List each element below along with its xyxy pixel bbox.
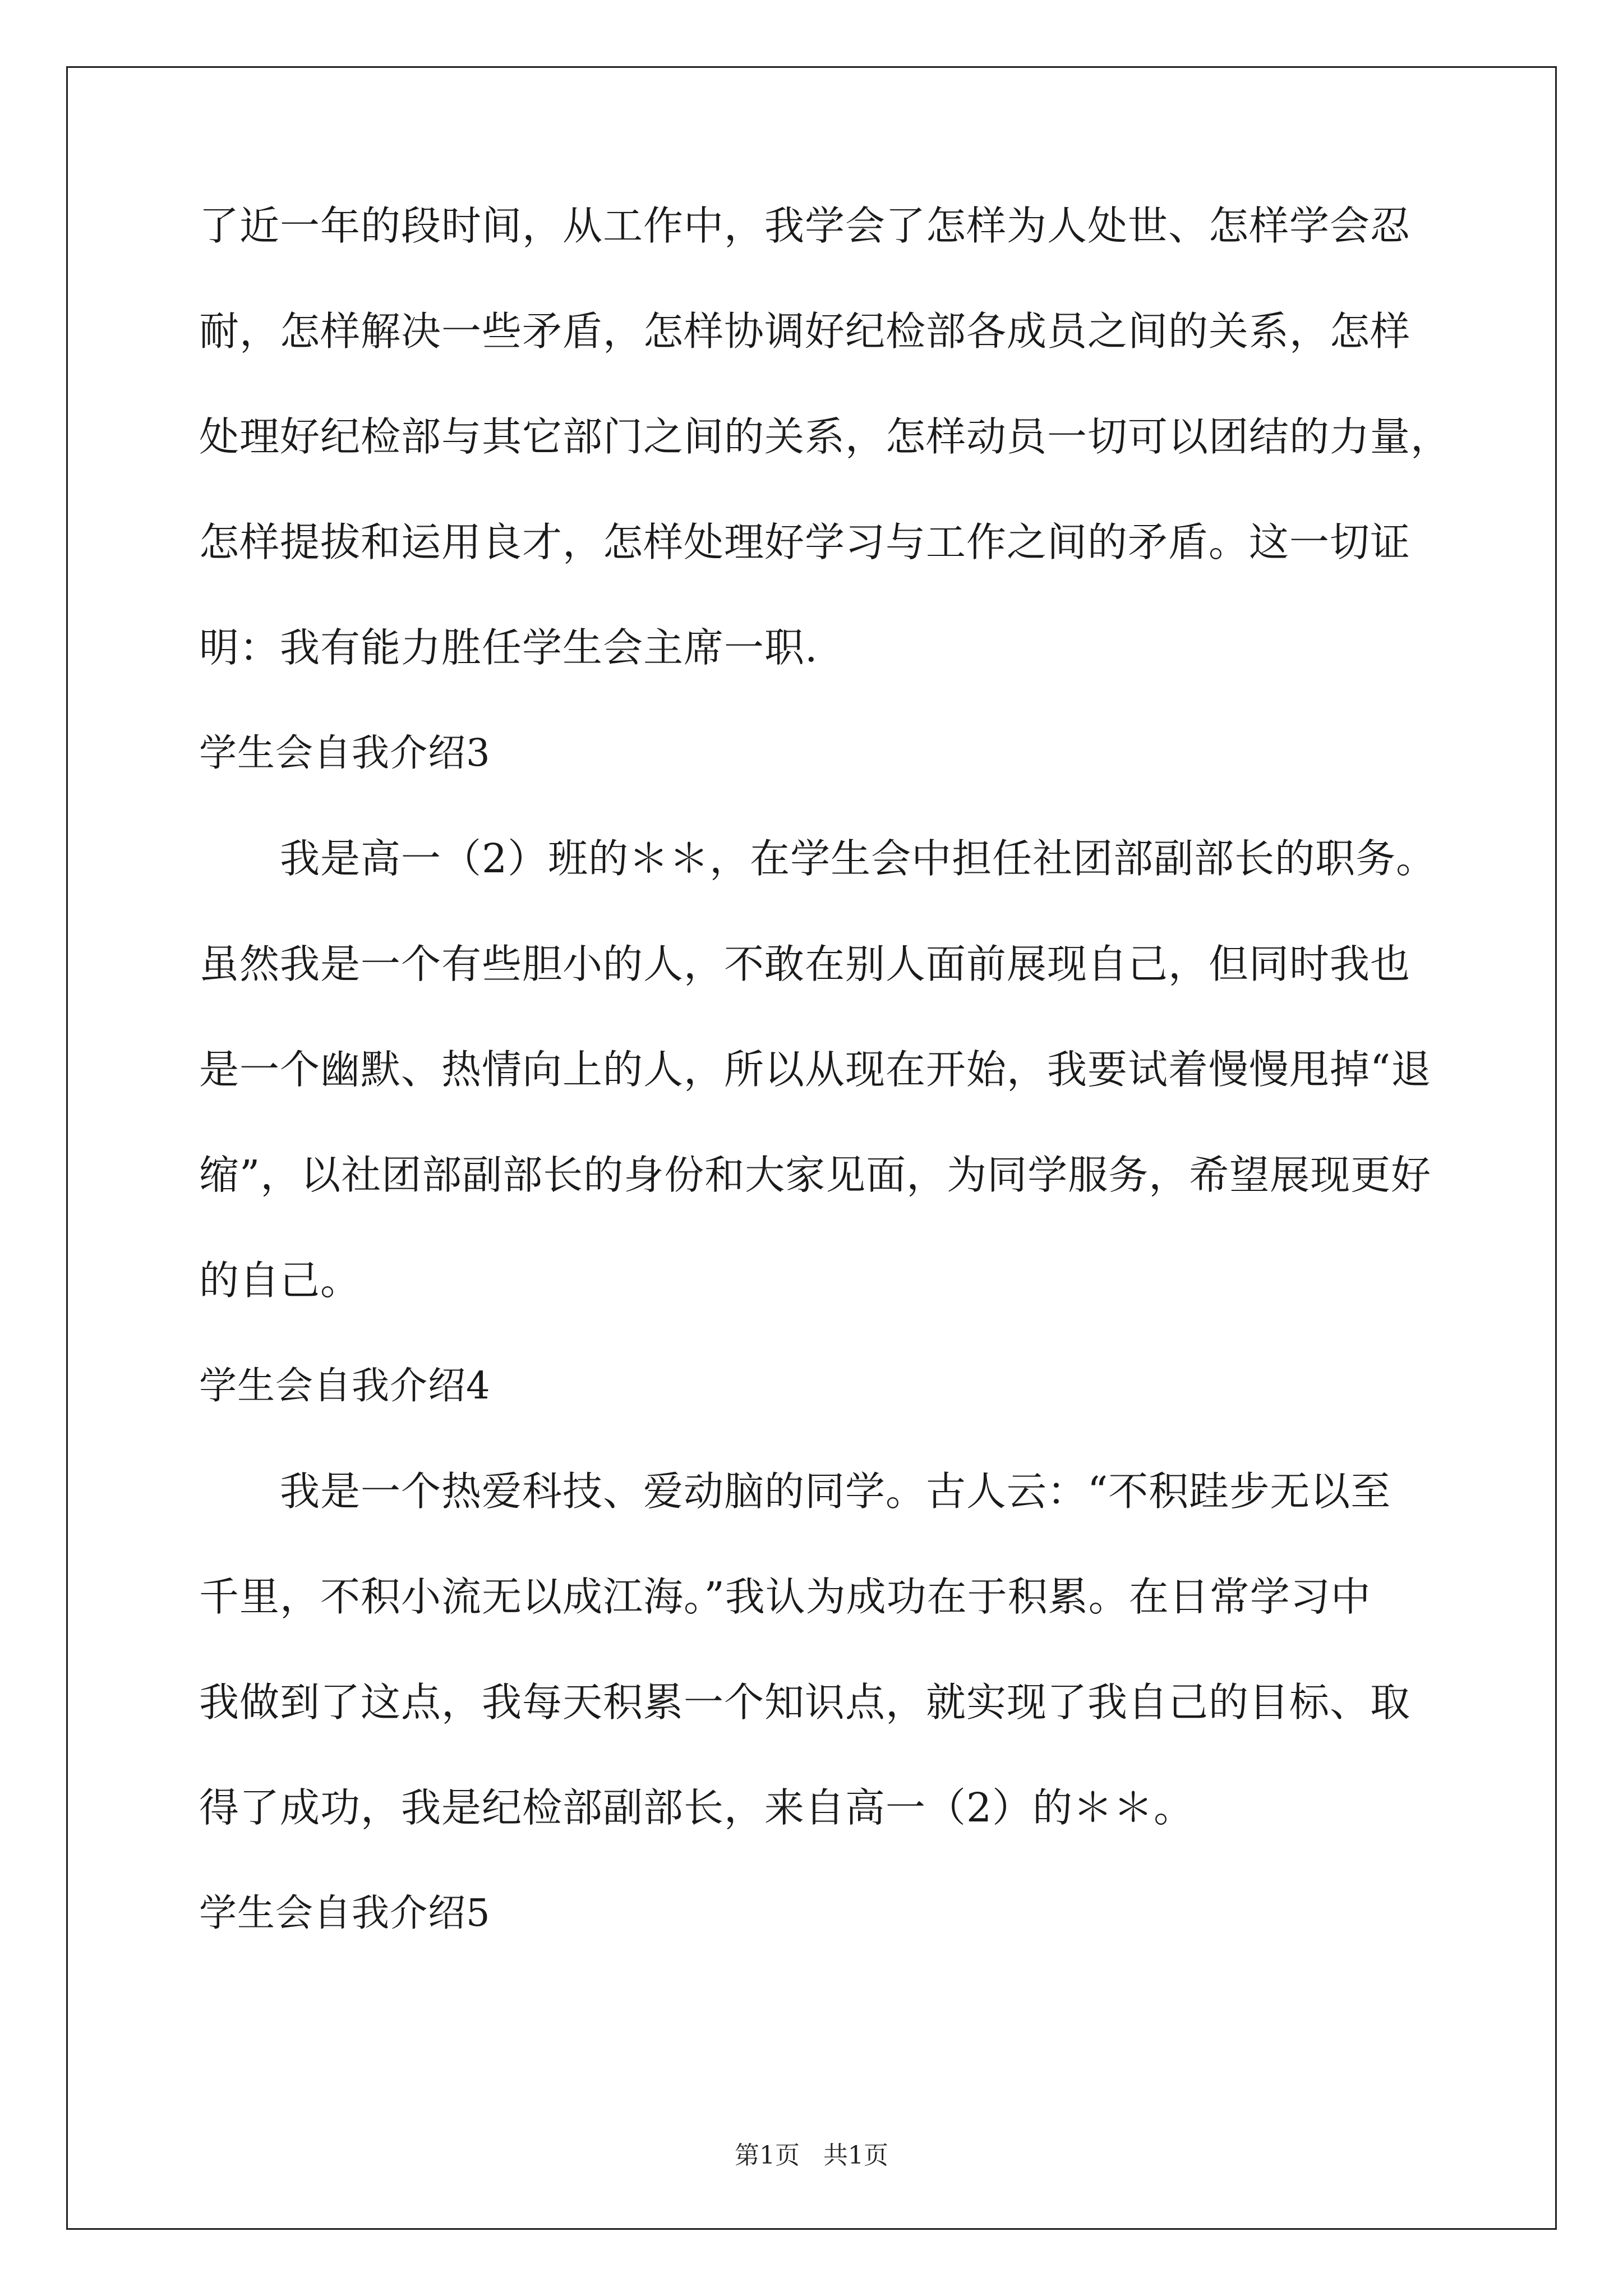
body-line: 明：我有能力胜任学生会主席一职. xyxy=(199,624,818,671)
body-line: 了近一年的段时间，从工作中，我学会了怎样为人处世、怎样学会忍 xyxy=(199,203,1411,249)
body-line: 缩”，以社团部副部长的身份和大家见面，为同学服务，希望展现更好 xyxy=(199,1152,1432,1198)
body-line: 我做到了这点，我每天积累一个知识点，就实现了我自己的目标、取 xyxy=(199,1679,1411,1726)
body-line: 我是一个热爱科技、爱动脑的同学。古人云：“不积跬步无以至 xyxy=(199,1468,1391,1515)
section-heading: 学生会自我介绍3 xyxy=(199,731,491,775)
section-heading: 学生会自我介绍4 xyxy=(199,1364,491,1407)
body-line: 耐，怎样解决一些矛盾，怎样协调好纪检部各成员之间的关系，怎样 xyxy=(199,308,1411,355)
body-line: 千里，不积小流无以成江海。”我认为成功在于积累。在日常学习中 xyxy=(199,1573,1371,1620)
body-line: 的自己。 xyxy=(199,1257,361,1304)
page-footer: 第1页 共1页 xyxy=(735,2141,888,2170)
body-line: 我是高一（2）班的＊＊，在学生会中担任社团部副部长的职务。 xyxy=(199,835,1437,882)
body-line: 怎样提拔和运用良才，怎样处理好学习与工作之间的矛盾。这一切证 xyxy=(199,519,1411,565)
body-line: 是一个幽默、热情向上的人，所以从现在开始，我要试着慢慢甩掉“退 xyxy=(199,1046,1432,1093)
document-body xyxy=(199,203,1451,1998)
body-line: 虽然我是一个有些胆小的人，不敢在别人面前展现自己，但同时我也 xyxy=(199,941,1411,987)
body-line: 处理好纪检部与其它部门之间的关系，怎样动员一切可以团结的力量， xyxy=(199,413,1451,460)
body-line: 得了成功，我是纪检部副部长，来自高一（2）的＊＊。 xyxy=(199,1784,1195,1831)
section-heading: 学生会自我介绍5 xyxy=(199,1891,491,1935)
